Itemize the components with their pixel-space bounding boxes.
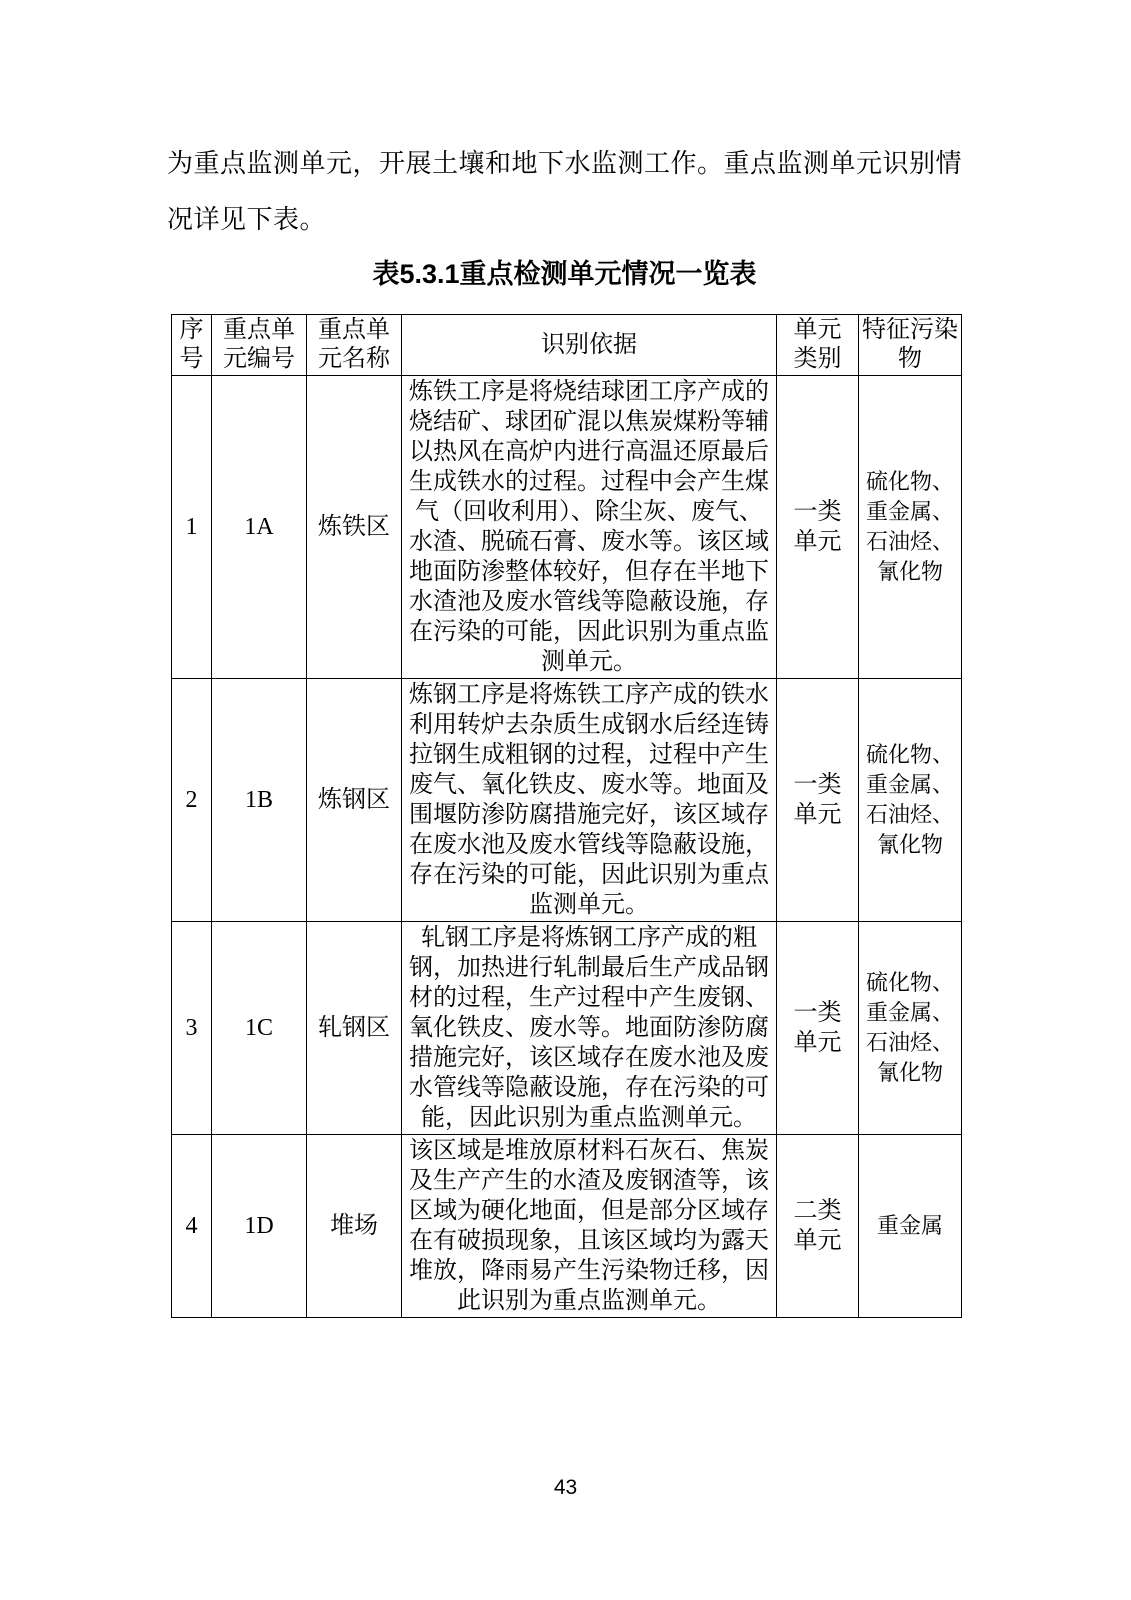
- cell-category: [777, 679, 859, 922]
- cell-unit-code: 1D: [212, 1135, 307, 1318]
- col-header-category: [777, 315, 859, 376]
- cell-category-label: 一类单元: [793, 772, 842, 828]
- table-row: [172, 1135, 962, 1318]
- table-title: 表5.3.1重点检测单元情况一览表: [372, 259, 757, 289]
- col-header-index: 序号: [172, 315, 212, 376]
- cell-basis: 炼钢工序是将炼铁工序产成的铁水利用转炉去杂质生成钢水后经连铸拉钢生成粗钢的过程，过程中产生废气、氧化铁皮、废水等。地面及围堰防渗防腐措施完好，该区域存在废水池及废水管线等隐蔽设施，存在污染的可能，因此识别为重点监测单元。: [402, 679, 777, 922]
- col-header-category-label: 单元类别: [793, 317, 842, 372]
- cell-category-label: 二类单元: [793, 1198, 842, 1254]
- cell-category-label: 一类单元: [793, 499, 842, 555]
- table-row: [172, 679, 962, 922]
- table-row: [172, 922, 962, 1135]
- cell-basis: 炼铁工序是将烧结球团工序产成的烧结矿、球团矿混以焦炭煤粉等辅以热风在高炉内进行高温还原最后生成铁水的过程。过程中会产生煤气（回收利用）、除尘灰、废气、水渣、脱硫石膏、废水等。该区域地面防渗整体较好，但存在半地下水渣池及废水管线等隐蔽设施，存在污染的可能，因此识别为重点监测单元。: [402, 376, 777, 679]
- body-paragraph: 为重点监测单元，开展土壤和地下水监测工作。重点监测单元识别情况详见下表。: [167, 149, 963, 234]
- cell-pollutants: 硫化物、重金属、石油烃、氰化物: [859, 679, 962, 922]
- page-number: 43: [553, 1476, 578, 1499]
- cell-category: [777, 1135, 859, 1318]
- monitoring-units-table: [171, 314, 962, 1318]
- cell-unit-name: 炼铁区: [307, 376, 402, 679]
- cell-unit-code: 1A: [212, 376, 307, 679]
- table-header-row: [172, 315, 962, 376]
- cell-index: 2: [172, 679, 212, 922]
- col-header-pollutants-label: 特征污染物: [861, 317, 958, 372]
- col-header-basis: 识别依据: [402, 315, 777, 376]
- col-header-unit-code: 重点单元编号: [212, 315, 307, 376]
- col-header-unit-name: 重点单元名称: [307, 315, 402, 376]
- cell-category: [777, 376, 859, 679]
- cell-category-label: 一类单元: [793, 1000, 842, 1056]
- cell-pollutants: 硫化物、重金属、石油烃、氰化物: [859, 922, 962, 1135]
- cell-index: 3: [172, 922, 212, 1135]
- table-row: [172, 376, 962, 679]
- cell-unit-name: 轧钢区: [307, 922, 402, 1135]
- cell-unit-code: 1C: [212, 922, 307, 1135]
- col-header-pollutants: [859, 315, 962, 376]
- cell-unit-name: 堆场: [307, 1135, 402, 1318]
- cell-unit-code: 1B: [212, 679, 307, 922]
- cell-category: [777, 922, 859, 1135]
- cell-pollutants: 硫化物、重金属、石油烃、氰化物: [859, 376, 962, 679]
- cell-pollutants: 重金属: [859, 1135, 962, 1318]
- cell-basis: 轧钢工序是将炼钢工序产成的粗钢，加热进行轧制最后生产成品钢材的过程，生产过程中产生废钢、氧化铁皮、废水等。地面防渗防腐措施完好，该区域存在废水池及废水管线等隐蔽设施，存在污染的可能，因此识别为重点监测单元。: [402, 922, 777, 1135]
- cell-index: 4: [172, 1135, 212, 1318]
- cell-basis: 该区域是堆放原材料石灰石、焦炭及生产产生的水渣及废钢渣等，该区域为硬化地面，但是部分区域存在有破损现象，且该区域均为露天堆放，降雨易产生污染物迁移，因此识别为重点监测单元。: [402, 1135, 777, 1318]
- cell-unit-name: 炼钢区: [307, 679, 402, 922]
- cell-index: 1: [172, 376, 212, 679]
